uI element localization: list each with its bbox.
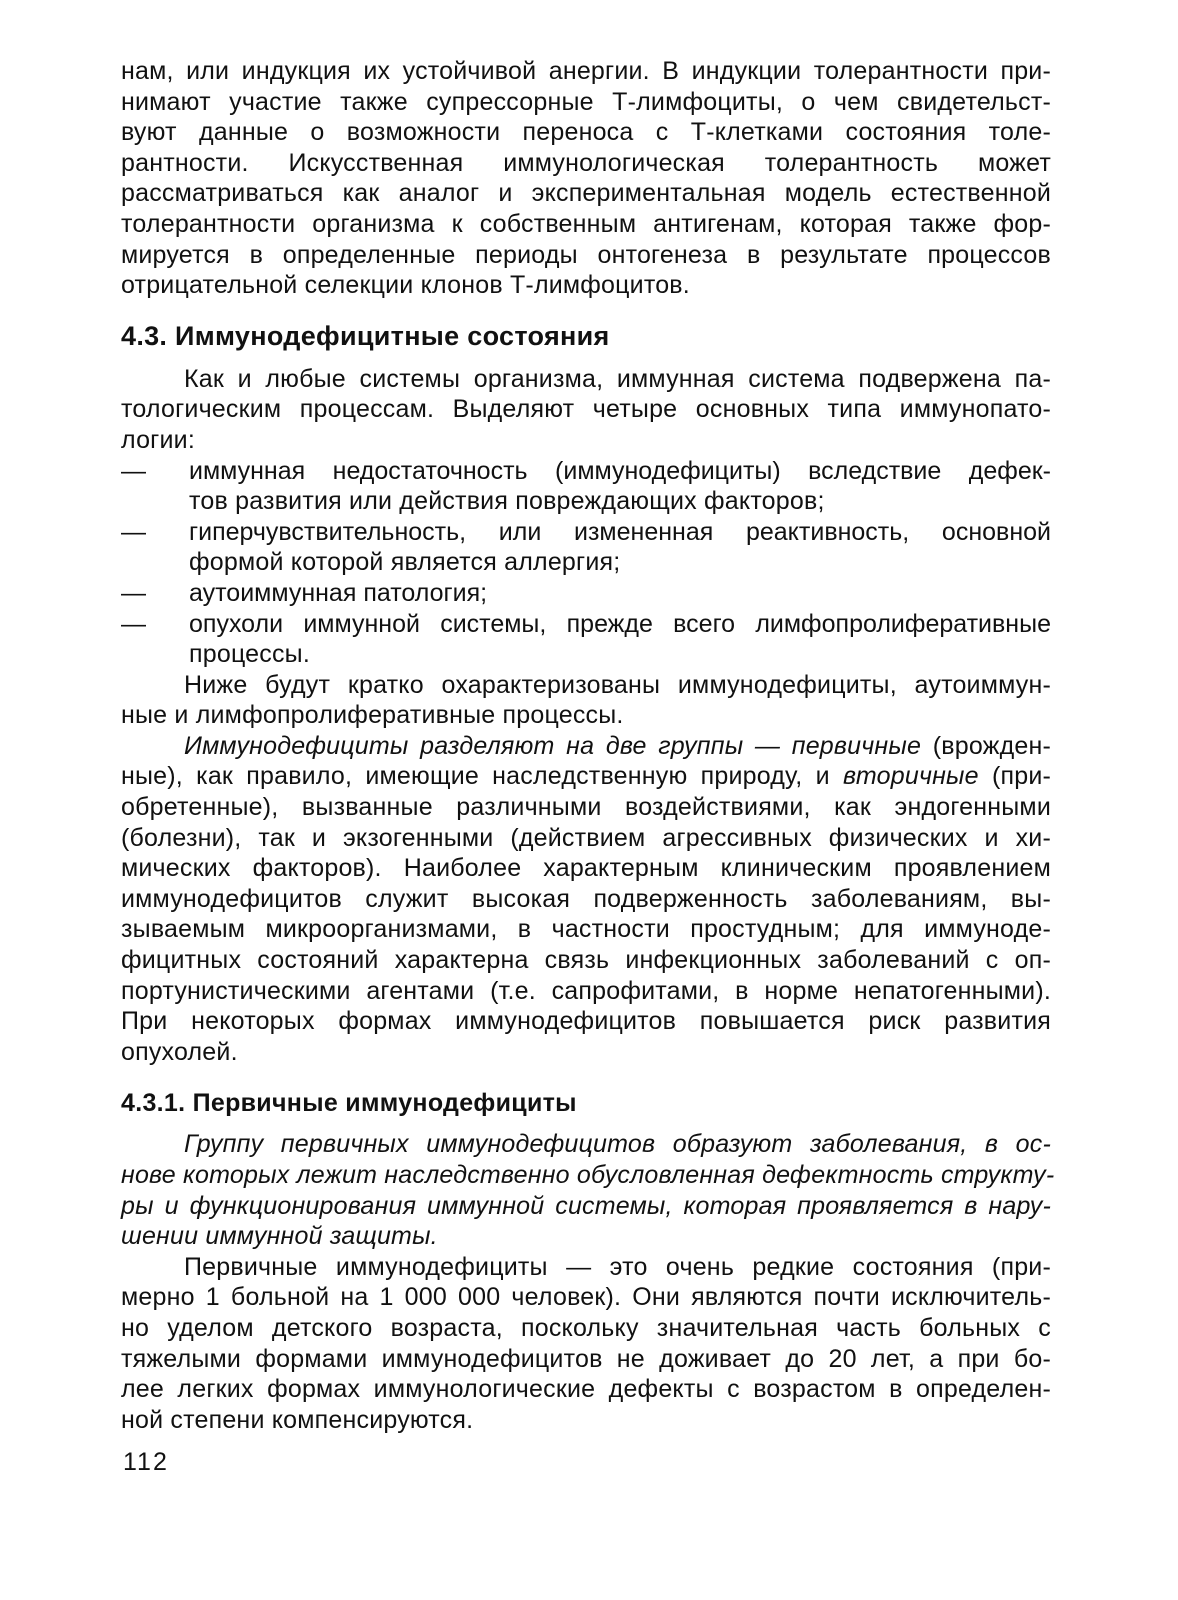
text-line: рассматриваться как аналог и экспериментальная модель естественной xyxy=(121,179,1051,208)
text-line: ной степени компенсируются. xyxy=(121,1405,474,1434)
text-fragment: (при- xyxy=(978,762,1052,791)
list-item-text: гиперчувствительность, или измененная реактивность, основной xyxy=(189,517,1051,546)
paragraph-immunodeficiency-groups xyxy=(121,731,1051,1068)
paragraph-primary-immunodeficiency xyxy=(121,1252,1051,1436)
text-line: ры и функционирования иммунной системы, которая проявляется в нару- xyxy=(121,1191,1051,1220)
text-line: При некоторых формах иммунодефицитов повышается риск развития xyxy=(121,1007,1051,1036)
text-line: лее легких формах иммунологические дефекты с возрастом в определен- xyxy=(121,1375,1051,1404)
text-line: шении иммунной защиты. xyxy=(121,1222,438,1251)
page-number: 112 xyxy=(123,1448,169,1476)
list-item-text: иммунная недостаточность (иммунодефициты) вследствие дефек- xyxy=(189,456,1051,485)
bullet-list xyxy=(121,456,1051,670)
text-line: мических факторов). Наиболее характерным клиническим проявлением xyxy=(121,854,1051,883)
text-line: логии: xyxy=(121,425,195,454)
text-line: рантности. Искусственная иммунологическая толерантность может xyxy=(121,148,1051,177)
section-heading-4-3-1: 4.3.1. Первичные иммунодефициты xyxy=(121,1089,577,1118)
dash-marker: — xyxy=(121,456,146,485)
text-line: отрицательной селекции клонов Т-лимфоцитов. xyxy=(121,271,690,300)
text-line: мируется в определенные периоды онтогенеза в результате процессов xyxy=(121,240,1051,269)
italic-term: Иммунодефициты разделяют на две группы — первичные xyxy=(184,731,922,760)
text-line: портунистическими агентами (т.е. сапрофитами, в норме непатогенными). xyxy=(121,976,1051,1005)
dash-marker: — xyxy=(121,609,146,638)
italic-term: вторичные xyxy=(842,762,979,791)
text-line: нам, или индукция их устойчивой анергии. В индукции толерантности при- xyxy=(121,57,1051,85)
section-intro xyxy=(121,364,1051,456)
text-line: тяжелыми формами иммунодефицитов не доживает до 20 лет, а при бо- xyxy=(121,1344,1051,1373)
list-item xyxy=(121,609,1051,670)
text-fragment: ные), как правило, имеющие наследственную природу, и xyxy=(121,762,843,791)
list-item-text: опухоли иммунной системы, прежде всего лимфопролиферативные xyxy=(189,609,1051,638)
list-item-text: процессы. xyxy=(189,640,311,669)
text-line: (болезни), так и экзогенными (действием агрессивных физических и хи- xyxy=(121,823,1051,852)
text-line: зываемым микроорганизмами, в частности простудным; для иммуноде- xyxy=(121,915,1051,944)
paragraph-definition xyxy=(121,1129,1055,1251)
text-line: Первичные иммунодефициты — это очень редкие состояния (при- xyxy=(184,1252,1051,1281)
text-line: Группу первичных иммунодефицитов образуют заболевания, в ос- xyxy=(184,1130,1051,1159)
text-line: фицитных состояний характерна связь инфекционных заболеваний с оп- xyxy=(121,946,1051,975)
dash-marker: — xyxy=(121,517,146,546)
list-item-text: аутоиммунная патология; xyxy=(189,578,488,607)
list-item-text: формой которой является аллергия; xyxy=(189,548,621,577)
text-line: тологическим процессам. Выделяют четыре основных типа иммунопато- xyxy=(121,395,1051,424)
text-line: ные и лимфопролиферативные процессы. xyxy=(121,701,624,730)
text-line: но уделом детского возраста, поскольку значительная часть больных с xyxy=(121,1313,1051,1342)
text-line xyxy=(121,731,1051,762)
paragraph-tolerance xyxy=(121,56,1051,301)
text-line: нове которых лежит наследственно обусловленная дефектность структу- xyxy=(121,1161,1055,1189)
text-line: иммунодефицитов служит высокая подверженность заболеваниям, вы- xyxy=(121,884,1051,913)
text-line: Как и любые системы организма, иммунная система подвержена па- xyxy=(184,364,1051,393)
list-item xyxy=(121,517,1051,578)
list-item-text: тов развития или действия повреждающих факторов; xyxy=(189,487,825,516)
page-body xyxy=(121,56,1055,1435)
text-line xyxy=(121,761,1051,792)
dash-marker: — xyxy=(121,578,146,607)
paragraph-overview xyxy=(121,670,1051,731)
text-line: нимают участие также супрессорные Т-лимфоциты, о чем свидетельст- xyxy=(121,87,1051,116)
text-line: обретенные), вызванные различными воздействиями, как эндогенными xyxy=(121,793,1051,822)
section-heading-4-3: 4.3. Иммунодефицитные состояния xyxy=(121,320,610,351)
text-line: Ниже будут кратко охарактеризованы иммунодефициты, аутоиммун- xyxy=(184,670,1051,699)
text-line: мерно 1 больной на 1 000 000 человек). Они являются почти исключитель- xyxy=(121,1283,1051,1312)
text-line: вуют данные о возможности переноса с Т-клетками состояния толе- xyxy=(121,118,1051,147)
list-item xyxy=(121,578,1051,609)
text-line: толерантности организма к собственным антигенам, которая также фор- xyxy=(121,209,1051,238)
text-fragment: (врожден- xyxy=(921,731,1051,760)
list-item xyxy=(121,456,1051,517)
text-line: опухолей. xyxy=(121,1037,238,1066)
